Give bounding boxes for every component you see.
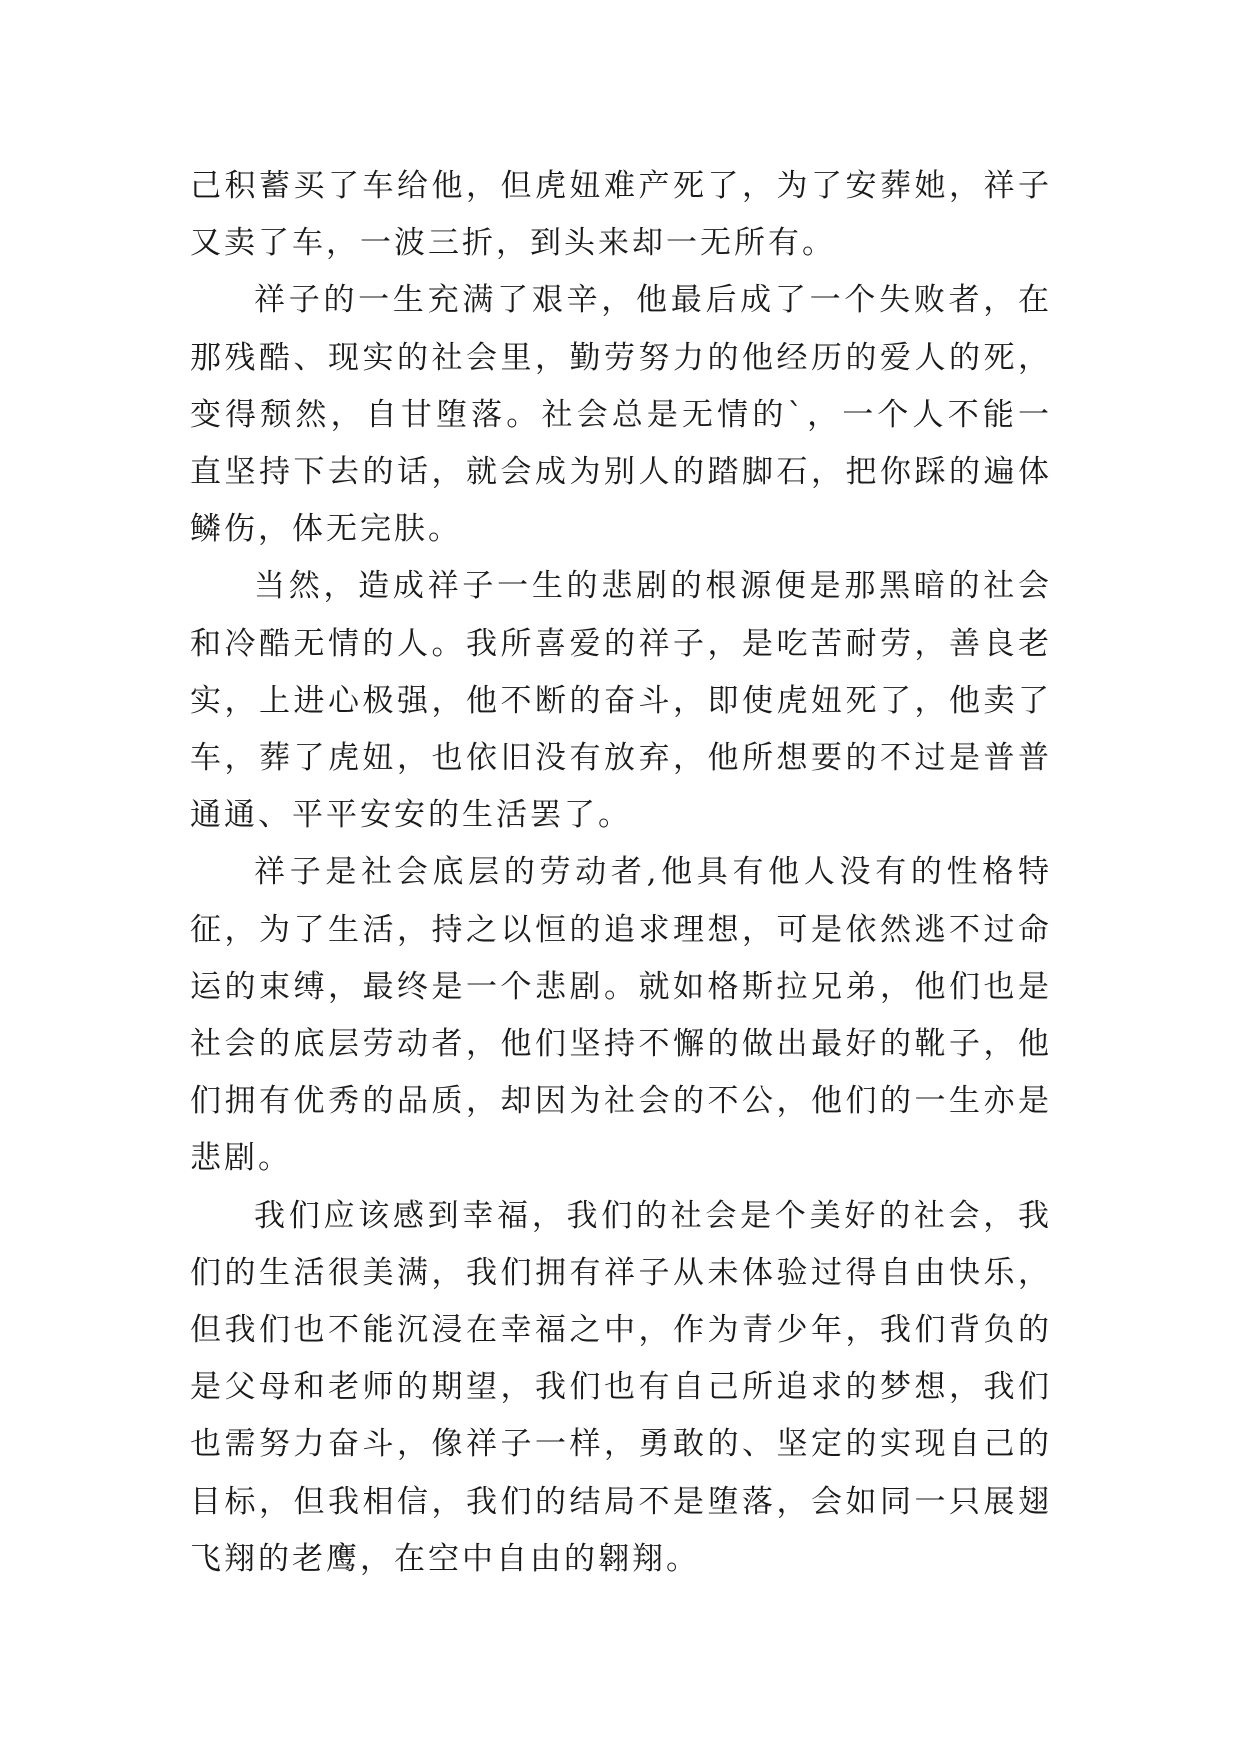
- paragraph: 当然，造成祥子一生的悲剧的根源便是那黑暗的社会和冷酷无情的人。我所喜爱的祥子，是吃苦耐劳，善良老实，上进心极强，他不断的奋斗，即使虎妞死了，他卖了车，葬了虎妞，也依旧没有放弃，他所想要的不过是普普通通、平平安安的生活罢了。: [190, 568, 1052, 834]
- paragraph: 我们应该感到幸福，我们的社会是个美好的社会，我们的生活很美满，我们拥有祥子从未体验过得自由快乐，但我们也不能沉浸在幸福之中，作为青少年，我们背负的是父母和老师的期望，我们也有自己所追求的梦想，我们也需努力奋斗，像祥子一样，勇敢的、坚定的实现自己的目标，但我相信，我们的结局不是堕落，会如同一只展翅飞翔的老鹰，在空中自由的翱翔。: [190, 1197, 1052, 1577]
- document-page: [190, 158, 1052, 1588]
- paragraph: 己积蓄买了车给他，但虎妞难产死了，为了安葬她，祥子又卖了车，一波三折，到头来却一无所有。: [190, 168, 1052, 262]
- paragraph: 祥子的一生充满了艰辛，他最后成了一个失败者，在那残酷、现实的社会里，勤劳努力的他经历的爱人的死，变得颓然，自甘堕落。社会总是无情的`，一个人不能一直坚持下去的话，就会成为别人的踏脚石，把你踩的遍体鳞伤，体无完肤。: [190, 282, 1052, 548]
- paragraph: 祥子是社会底层的劳动者,他具有他人没有的性格特征，为了生活，持之以恒的追求理想，可是依然逃不过命运的束缚，最终是一个悲剧。就如格斯拉兄弟，他们也是社会的底层劳动者，他们坚持不懈的做出最好的靴子，他们拥有优秀的品质，却因为社会的不公，他们的一生亦是悲剧。: [190, 854, 1052, 1177]
